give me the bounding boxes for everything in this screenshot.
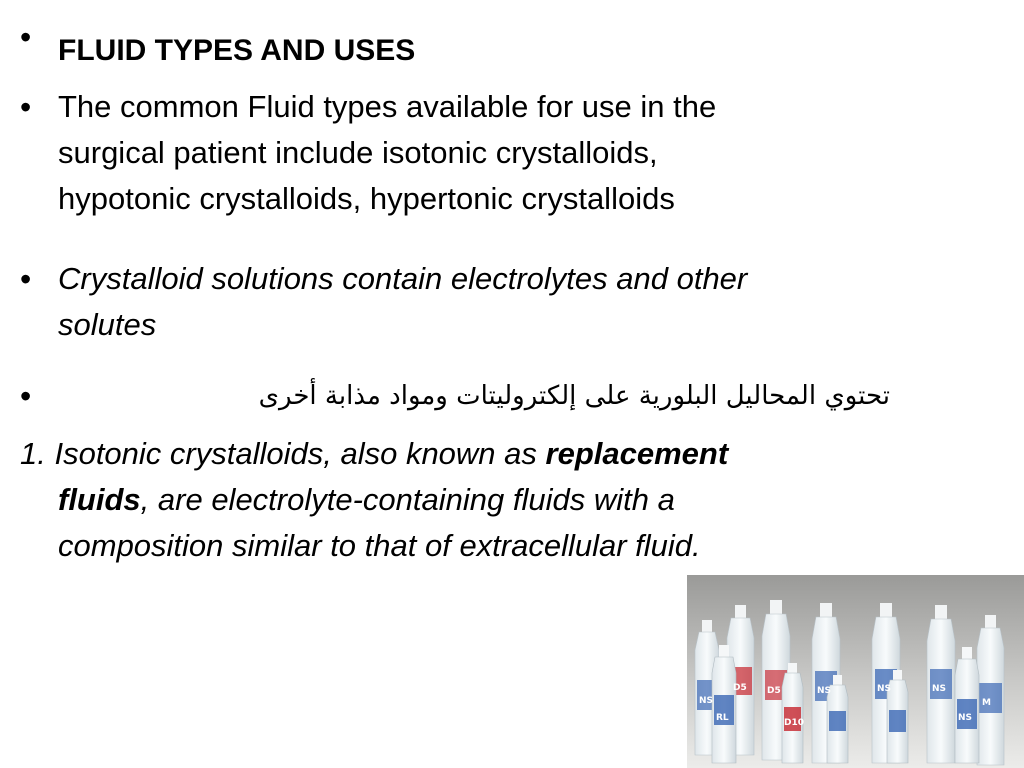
numbered-line-2-rest: , are electrolyte-containing fluids with a — [140, 482, 675, 517]
bottle-label: D5 — [733, 683, 747, 693]
text-line: solutes — [58, 307, 157, 342]
bottle-label: D5 — [767, 686, 781, 696]
bottle-label: NS — [699, 696, 714, 706]
text-line: Crystalloid solutions contain electrolytes and other — [58, 261, 748, 296]
bold-term-replacement: replacement — [545, 436, 729, 471]
arabic-translation: تحتوي المحاليل البلورية على إلكتروليتات ومواد مذابة أخرى — [258, 381, 890, 411]
numbered-prefix: 1. Isotonic crystalloids, also known as — [20, 436, 546, 471]
text-line: hypotonic crystalloids, hypertonic crystalloids — [58, 181, 675, 216]
bullet-marker: • — [20, 378, 32, 414]
bold-term-fluids: fluids — [58, 482, 141, 517]
bottle-label: D10 — [784, 718, 804, 728]
bottle — [782, 663, 803, 763]
bottle-label: NS — [932, 684, 947, 694]
bullet-marker: • — [20, 261, 32, 297]
bottle-label: NS — [958, 713, 973, 723]
bottle-label: NS — [817, 686, 832, 696]
numbered-item-isotonic — [20, 431, 920, 569]
text-line: The common Fluid types available for use in the — [58, 89, 717, 124]
bottle-label: NS — [877, 684, 892, 694]
numbered-line-3: composition similar to that of extracellular fluid. — [58, 528, 701, 563]
bottle-label: RL — [716, 713, 729, 723]
paragraph-crystalloid — [58, 256, 958, 348]
slide-title: FLUID TYPES AND USES — [58, 34, 416, 67]
numbered-line-1 — [20, 431, 920, 477]
bottle — [712, 645, 736, 763]
bullet-marker: • — [20, 89, 32, 125]
numbered-line-2 — [20, 477, 920, 523]
paragraph-fluid-types — [58, 84, 958, 222]
bullet-marker: • — [20, 19, 32, 55]
text-line: surgical patient include isotonic crystalloids, — [58, 135, 658, 170]
bottle-label: M — [982, 698, 991, 708]
bottle — [977, 615, 1004, 765]
bottle — [955, 647, 979, 763]
iv-bottles-photo — [687, 575, 1024, 768]
